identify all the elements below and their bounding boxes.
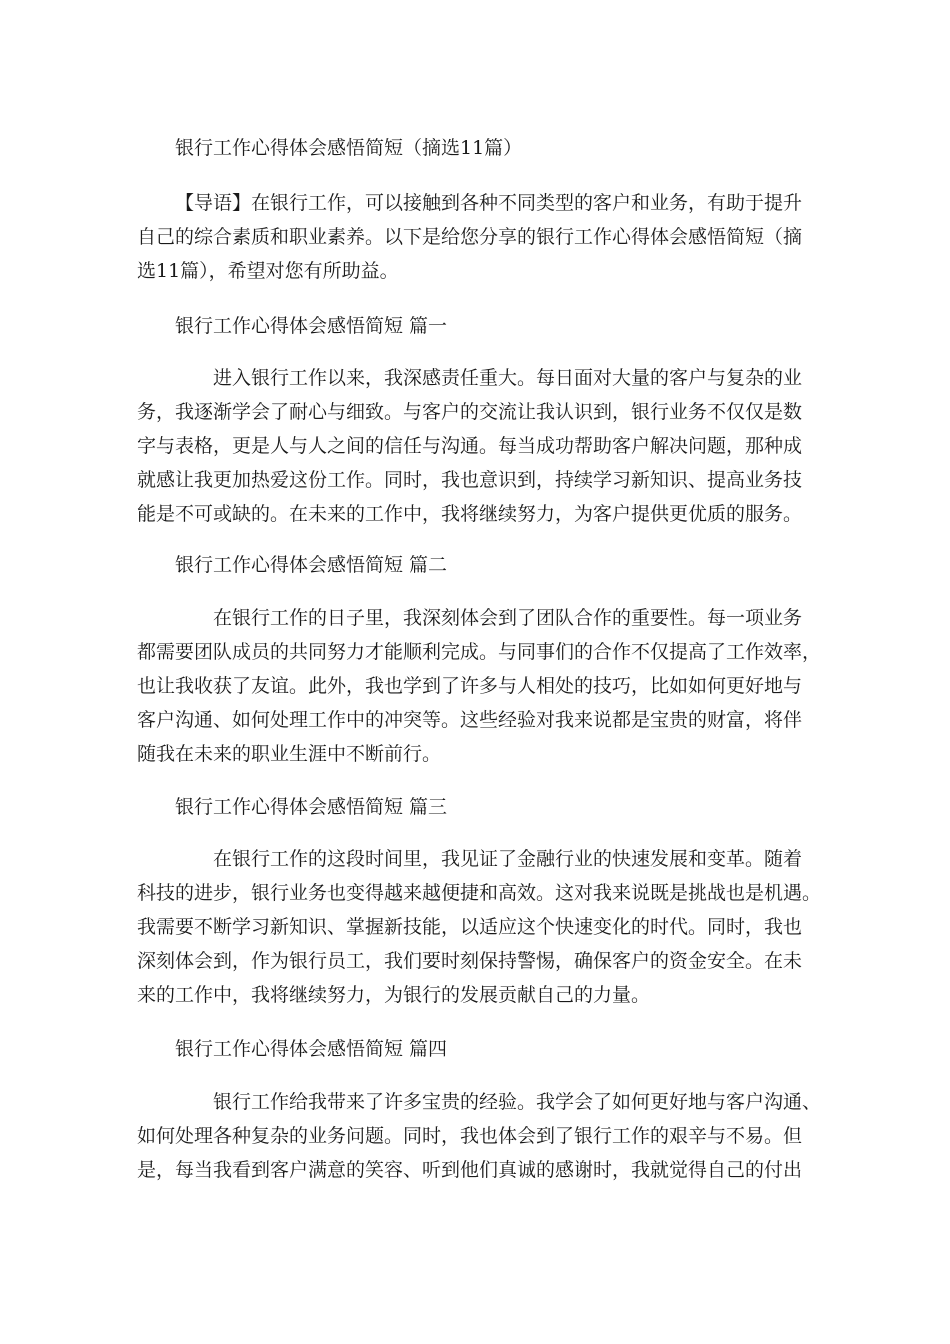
- paragraph-line: 就感让我更加热爱这份工作。同时，我也意识到，持续学习新知识、提高业务技: [137, 469, 803, 491]
- paragraph-line: 字与表格，更是人与人之间的信任与沟通。每当成功帮助客户解决问题，那种成: [137, 435, 803, 457]
- section-paragraph: [137, 361, 817, 531]
- section-heading: 银行工作心得体会感悟简短 篇一: [175, 315, 448, 337]
- section-heading: 银行工作心得体会感悟简短 篇四: [175, 1038, 448, 1060]
- paragraph-line: 进入银行工作以来，我深感责任重大。每日面对大量的客户与复杂的业: [213, 367, 803, 389]
- section-heading: 银行工作心得体会感悟简短 篇二: [175, 554, 448, 576]
- intro-line: 自己的综合素质和职业素养。以下是给您分享的银行工作心得体会感悟简短（摘: [137, 226, 803, 248]
- paragraph-line: 在银行工作的日子里，我深刻体会到了团队合作的重要性。每一项业务: [213, 607, 803, 629]
- document-title: 银行工作心得体会感悟简短（摘选11篇）: [175, 137, 523, 159]
- paragraph-line: 能是不可或缺的。在未来的工作中，我将继续努力，为客户提供更优质的服务。: [137, 503, 803, 525]
- section-paragraph: [137, 842, 822, 1012]
- paragraph-line: 也让我收获了友谊。此外，我也学到了许多与人相处的技巧，比如如何更好地与: [137, 675, 803, 697]
- paragraph-line: 科技的进步，银行业务也变得越来越便捷和高效。这对我来说既是挑战也是机遇。: [137, 882, 822, 904]
- intro-line: 【导语】在银行工作，可以接触到各种不同类型的客户和业务，有助于提升: [175, 192, 803, 214]
- paragraph-line: 深刻体会到，作为银行员工，我们要时刻保持警惕，确保客户的资金安全。在未: [137, 950, 803, 972]
- section-paragraph: [137, 1085, 822, 1187]
- paragraph-line: 来的工作中，我将继续努力，为银行的发展贡献自己的力量。: [137, 984, 651, 1006]
- section-paragraph: [137, 601, 822, 771]
- paragraph-line: 都需要团队成员的共同努力才能顺利完成。与同事们的合作不仅提高了工作效率，: [137, 641, 822, 663]
- paragraph-line: 如何处理各种复杂的业务问题。同时，我也体会到了银行工作的艰辛与不易。但: [137, 1125, 803, 1147]
- paragraph-line: 银行工作给我带来了许多宝贵的经验。我学会了如何更好地与客户沟通、: [213, 1091, 822, 1113]
- intro-paragraph: [137, 186, 817, 288]
- paragraph-line: 我需要不断学习新知识、掌握新技能，以适应这个快速变化的时代。同时，我也: [137, 916, 803, 938]
- paragraph-line: 客户沟通、如何处理工作中的冲突等。这些经验对我来说都是宝贵的财富，将伴: [137, 709, 803, 731]
- paragraph-line: 务，我逐渐学会了耐心与细致。与客户的交流让我认识到，银行业务不仅仅是数: [137, 401, 803, 423]
- section-heading: 银行工作心得体会感悟简短 篇三: [175, 796, 448, 818]
- paragraph-line: 是，每当我看到客户满意的笑容、听到他们真诚的感谢时，我就觉得自己的付出: [137, 1159, 803, 1181]
- paragraph-line: 在银行工作的这段时间里，我见证了金融行业的快速发展和变革。随着: [213, 848, 803, 870]
- paragraph-line: 随我在未来的职业生涯中不断前行。: [137, 743, 442, 765]
- intro-line: 选11篇），希望对您有所助益。: [137, 260, 399, 282]
